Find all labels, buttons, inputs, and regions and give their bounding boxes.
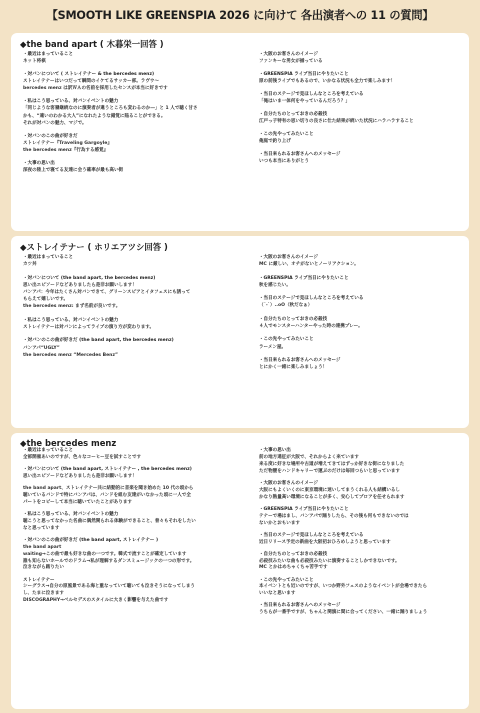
qa-item (259, 111, 463, 125)
answer: MC に厳しい、オチがないとノーリアクション。 (259, 262, 359, 268)
question: ・この先やってみたいこと (259, 577, 314, 583)
qa-column-left (23, 254, 241, 365)
answer: バンアパ“UGLY” the bercedes menz “Mercedes Benz” (23, 345, 119, 358)
answer: （´-`）..oO（秋だなぁ） (259, 303, 313, 309)
qa-item (259, 151, 463, 165)
qa-column-right (259, 254, 463, 378)
answer: テナーで場はまし、バンアパで踊りしたら、その後も何もできないのでは ないかとおもいます (259, 513, 409, 526)
question: ・大阪のお客さんのイメージ (259, 255, 318, 260)
question: ・私はこう思っている、対バンイベントの魅力 (23, 317, 119, 323)
qa-item (23, 337, 241, 359)
qa-column-left (23, 448, 241, 610)
qa-item (23, 486, 241, 507)
answer: シーグラス→自分の原風景である海と重なっていて聴いても泣きそうになってしまう し、たまに泣きます DISCOGRAPHY→ベルセデスのスタイルに大きく影響を与えた曲です (23, 584, 195, 604)
qa-item (259, 51, 463, 65)
question: ・私はこう思っている、対バンイベントの魅力 (23, 99, 119, 105)
qa-item (259, 603, 463, 617)
qa-item (259, 316, 463, 330)
qa-item (259, 131, 463, 145)
qa-item (23, 254, 241, 268)
answer: 全部開催あいのですが、色々なコーヒー豆を試すことです (23, 454, 142, 460)
answer: ストレイテナーは対バンによってライブの演り方が変わります。 (23, 325, 154, 330)
answer: 思い出エピソードなどありましたら是非お願いします！ バンアパ：今年はたくさん対バンできて、グリーンスピアとイタフェスにも誘って もらえて嬉しいです。 the bercedes menz: まず名前が良いです。 (23, 282, 191, 310)
question: ・GREENSPIA ライブ当日にやりたいこと (259, 506, 349, 512)
answer: the band apart、ストレイテナー共に結動的に音楽を聞き始めた 10 代の頃から 聴いているバンドで特にバンアパは、バンドを組む友達がいなかった頃に一人で全 パートをコピーして本当に聴いていたことがあります (23, 486, 194, 505)
question: ・自分たちのとっておきの必殺技 (259, 112, 328, 117)
qa-item (23, 467, 241, 481)
answer: 必殺技みたいな曲も必殺技みたいに演奏することしかできないです。 MC とかはめちゃくちゃ苦手です (259, 558, 400, 571)
qa-item (23, 317, 241, 331)
question: ・対バンについて (the band apart, the bercedes menz) (23, 275, 156, 281)
question: ・自分たちのとっておきの必殺技 (259, 316, 328, 322)
qa-item (23, 71, 241, 93)
answer: 聴こうと思ってなかった名曲に偶然関られる体験ができること、普々もそれをしたい なと思っています (23, 518, 196, 531)
qa-item (23, 160, 241, 174)
qa-item (259, 91, 463, 105)
question: ・対バンのこの曲が好きだ (the band apart, the bercedes menz) (23, 338, 174, 344)
question: ・GREENSPIA ライブ当日にやりたいこと (259, 72, 349, 77)
answer: ４人でモンスターハンターやった時の連携プレー。 (259, 323, 363, 329)
qa-item (23, 578, 241, 606)
question: ・最近はまっていること (23, 448, 74, 453)
answer: ストレイテナー『Traveling Gargoyle』 the bercedes menz『行為する感覚』 (23, 140, 112, 154)
question: ・当日のステージで見ほしんなところを考えている (259, 296, 364, 302)
qa-column-right (259, 51, 463, 171)
section-card-the-bercedes-menz (11, 433, 469, 709)
qa-item (23, 51, 241, 65)
question: ・この先やってみたいこと (259, 337, 314, 343)
answer: カツ丼 (23, 262, 37, 268)
answer: 前の地方遠征が大阪で、それからよく来ています 来る度に好きな場所や古道が増えてきてはずっか好きな街になりました ただ物腰をハンドキャリーで運ぶのだけは毎回つらいと思っています (259, 454, 405, 474)
question: ・最近はまっていること (23, 52, 74, 57)
qa-item (259, 357, 463, 371)
qa-item (259, 336, 463, 350)
qa-column-left (23, 51, 241, 180)
qa-item (259, 71, 463, 85)
question: ・自分たちのとっておきの必殺技 (259, 551, 328, 557)
answer: ネット将棋 (23, 59, 46, 65)
qa-item (259, 295, 463, 309)
answer: 秋を感じたい。 (259, 282, 291, 288)
answer: 深夜の陸上で寝てる友達に会う確率が最も高い街 (23, 168, 124, 174)
qa-item (259, 481, 463, 502)
question: ・最近はまっていること (23, 255, 74, 260)
answer: 思い出エピソードなどありましたら是非お願いします！ (23, 473, 137, 479)
answer: いつも本当にありがとう (259, 159, 310, 165)
answer: 「同じような客層継続なのに演奏者が違うところも変わるのか―」と 1 人で聴く甘さ かも、“違いのわかる大人”になれたような錯覚に陥ることができる。 それが対バンの魅力、マジで。 (23, 106, 198, 126)
question: ・GREENSPIA ライブ当日にやりたいこと (259, 275, 349, 281)
answer: とにかく一緒に楽しみましょう！ (259, 365, 328, 371)
answer: 大阪にもよくいくのに東京環境に迷いしてまうくれる人も結構いるし かなり熱量高い環境になることが多く、安心してプロアを任せられます (259, 487, 405, 500)
question: ・当日のステージで見ほしんなところを考えている (259, 92, 364, 97)
qa-item (23, 133, 241, 155)
question: ・この先やってみたいこと (259, 132, 314, 137)
answer: うちらが一番手ですが、ちゃんと関演に間に合ってください、一緒に踊りましょう (259, 610, 428, 616)
answer: 「俺はいま一体何をやっているんだろう？」 (259, 99, 350, 105)
question: ・大阪のお客さんのイメージ (259, 52, 318, 57)
qa-item (23, 512, 241, 533)
qa-item (259, 275, 463, 289)
qa-item (23, 538, 241, 573)
question: ・当日来られるお客さんへのメッセージ (259, 603, 341, 609)
question: ・大阪のお客さんのイメージ (259, 480, 318, 486)
answer: 原の前後ライブでもあるので、いかなる状況も全力で楽しみます！ (259, 79, 396, 85)
qa-item (259, 254, 463, 268)
answer: 本イベントとも近いのですが、いつか野外フェスのようなイベントが会場できたら いいなと思います (259, 584, 428, 597)
answer: 江戸っ子特有の思い切りの良さに仕た結果が続いた状況にハラハラすること (259, 119, 414, 125)
qa-item (23, 275, 241, 311)
answer: ストレイテナーはいつだって瞬間のイケてるサッカー部。ラヴウ～ bercedes menz は訳ＷＡの名前を採用したセンスが本当に好きです (23, 79, 168, 92)
question: ・対バンのこの曲が好きだ (the band apart, ストレイテナー ) (23, 537, 159, 543)
question: ・対バンのこの曲が好きだ (23, 133, 78, 139)
section-heading: ◆the band apart ( 木暮栄一回答 ) (20, 39, 164, 49)
question: ・大事の思い出 (23, 160, 55, 166)
section-heading: ◆the bercedes menz (20, 438, 117, 448)
section-card-straightener (11, 236, 469, 428)
answer: 俺庭で釣り上げ (259, 139, 291, 145)
question: ストレイテナー (23, 577, 55, 583)
page-title: 【SMOOTH LIKE GREENSPIA 2026 に向けて 各出演者への 11 の質問】 (0, 0, 480, 30)
answer: ファンキーな男女が揃っている (259, 59, 323, 65)
question: ・当日来られるお客さんへのメッセージ (259, 152, 341, 157)
section-card-the-band-apart (11, 33, 469, 231)
qa-item (259, 533, 463, 547)
qa-column-right (259, 448, 463, 622)
answer: ラーメン屋。 (259, 344, 287, 350)
question: ・対バンについて ( ストレイテナー & the bercedes menz) (23, 72, 155, 77)
qa-item (259, 578, 463, 599)
qa-item (259, 507, 463, 528)
qa-item (23, 448, 241, 462)
qa-item (259, 552, 463, 573)
question: ・当日来られるお客さんへのメッセージ (259, 357, 341, 363)
question: ・当日のステージで見ほしんなところを考えている (259, 532, 364, 538)
section-heading: ◆ストレイテナー ( ホリエアツシ回答 ) (20, 242, 168, 252)
answer: 近日リリース予定の新曲を大阪初おひろめしようと思っています (259, 539, 391, 545)
question: ・対バンについて (the band apart, ストレイテナー , the bercedes menz) (23, 467, 192, 472)
answer: the band apart waiting→この曲で最も好きな曲の一つです。韓式で流すことが確定しています 誰も知らないホールでのドラム→私が理解するダンスミュージックの一つの形です。 泣きながら踏りたい (23, 544, 195, 571)
qa-item (259, 448, 463, 476)
qa-item (23, 98, 241, 127)
question: ・大事の思い出 (259, 448, 291, 453)
question: ・私はこう思っている、対バンイベントの魅力 (23, 511, 119, 517)
